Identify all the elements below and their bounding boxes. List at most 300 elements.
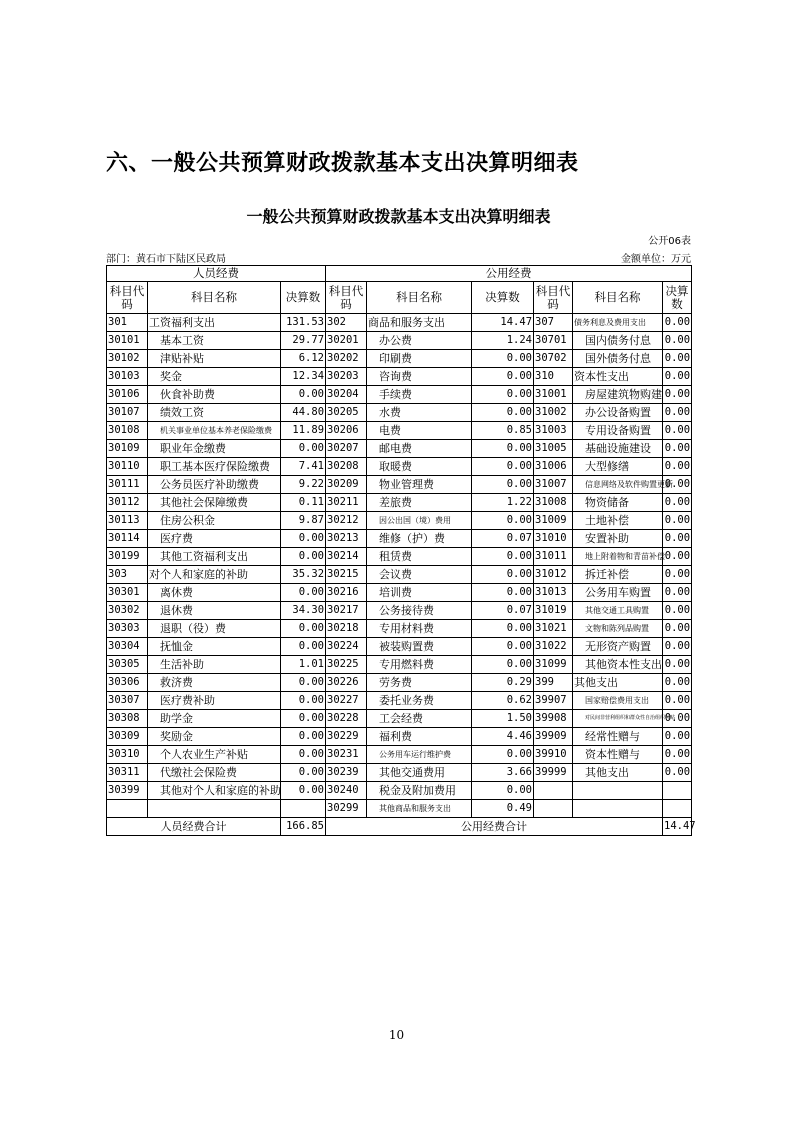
amount: 1.50 [472, 710, 534, 728]
table-row [107, 746, 692, 764]
amount: 0.00 [472, 782, 534, 800]
amount: 0.00 [663, 368, 692, 386]
form-number: 公开06表 [648, 236, 691, 247]
amount: 1.24 [472, 332, 534, 350]
amount: 0.00 [472, 566, 534, 584]
amount: 0.00 [281, 386, 326, 404]
amount: 0.00 [663, 458, 692, 476]
subject-name: 抚恤金 [148, 638, 281, 656]
table-row [107, 476, 692, 494]
public-header: 公用经费 [326, 266, 692, 282]
header-name: 科目名称 [573, 282, 663, 314]
amount: 6.12 [281, 350, 326, 368]
subject-name: 委托业务费 [367, 692, 472, 710]
subject-name: 拆迁补偿 [573, 566, 663, 584]
subject-code: 30103 [107, 368, 148, 386]
amount: 0.00 [281, 692, 326, 710]
subject-name: 奖金 [148, 368, 281, 386]
amount [281, 800, 326, 818]
amount: 0.00 [472, 476, 534, 494]
amount: 0.00 [472, 350, 534, 368]
subject-code: 30206 [326, 422, 367, 440]
header-code: 科目代码 [534, 282, 573, 314]
subject-code: 30302 [107, 602, 148, 620]
header-code: 科目代码 [107, 282, 148, 314]
personnel-total-label: 人员经费合计 [107, 818, 281, 836]
subject-name [573, 800, 663, 818]
subject-code: 30101 [107, 332, 148, 350]
subject-code: 39908 [534, 710, 573, 728]
subject-code: 30114 [107, 530, 148, 548]
header-amount: 决算数 [472, 282, 534, 314]
amount: 0.00 [663, 602, 692, 620]
amount: 0.00 [281, 638, 326, 656]
amount: 0.00 [472, 512, 534, 530]
subject-name: 会议费 [367, 566, 472, 584]
subject-code: 30201 [326, 332, 367, 350]
subject-code: 30216 [326, 584, 367, 602]
subject-name: 对民间非营利组织和群众性自治组织补贴 [573, 710, 663, 728]
amount: 0.00 [663, 764, 692, 782]
subject-name: 基础设施建设 [573, 440, 663, 458]
subject-name: 国内债务付息 [573, 332, 663, 350]
subject-name: 电费 [367, 422, 472, 440]
amount: 131.53 [281, 314, 326, 332]
subject-name: 其他支出 [573, 674, 663, 692]
subject-code: 31007 [534, 476, 573, 494]
amount: 0.00 [472, 386, 534, 404]
section-title: 六、一般公共预算财政拨款基本支出决算明细表 [106, 150, 579, 176]
subject-name: 工会经费 [367, 710, 472, 728]
table-row [107, 368, 692, 386]
subject-code: 31099 [534, 656, 573, 674]
subject-code: 30226 [326, 674, 367, 692]
subject-name: 国外债务付息 [573, 350, 663, 368]
subject-name: 职业年金缴费 [148, 440, 281, 458]
amount: 0.00 [281, 728, 326, 746]
personnel-header: 人员经费 [107, 266, 326, 282]
subject-name: 其他商品和服务支出 [367, 800, 472, 818]
table-title: 一般公共预算财政拨款基本支出决算明细表 [246, 207, 551, 226]
amount: 0.00 [663, 746, 692, 764]
subject-code: 30399 [107, 782, 148, 800]
amount: 0.00 [663, 386, 692, 404]
subject-code: 30311 [107, 764, 148, 782]
subject-name: 印刷费 [367, 350, 472, 368]
subject-name: 水费 [367, 404, 472, 422]
subject-name: 其他交通费用 [367, 764, 472, 782]
amount: 0.00 [281, 440, 326, 458]
amount: 0.00 [663, 530, 692, 548]
table-body [107, 266, 696, 836]
amount: 35.32 [281, 566, 326, 584]
subject-code: 30211 [326, 494, 367, 512]
subject-code [534, 800, 573, 818]
amount: 0.00 [281, 584, 326, 602]
header-amount: 决算数 [663, 282, 692, 314]
subject-name: 培训费 [367, 584, 472, 602]
subject-code: 30112 [107, 494, 148, 512]
amount: 0.00 [663, 692, 692, 710]
subject-code: 31005 [534, 440, 573, 458]
subject-code: 39999 [534, 764, 573, 782]
amount: 0.00 [281, 530, 326, 548]
table-row [107, 422, 692, 440]
unit-label: 金额单位：万元 [621, 254, 691, 265]
table-row [107, 512, 692, 530]
table-row [107, 638, 692, 656]
public-total-value: 14.47 [663, 818, 692, 836]
subject-name: 基本工资 [148, 332, 281, 350]
subject-code: 30228 [326, 710, 367, 728]
amount [663, 800, 692, 818]
subject-code: 31009 [534, 512, 573, 530]
subject-name: 税金及附加费用 [367, 782, 472, 800]
amount: 0.07 [472, 602, 534, 620]
subject-code: 301 [107, 314, 148, 332]
amount: 0.00 [663, 548, 692, 566]
subject-name: 医疗费 [148, 530, 281, 548]
amount: 4.46 [472, 728, 534, 746]
amount: 12.34 [281, 368, 326, 386]
subject-name: 手续费 [367, 386, 472, 404]
amount: 0.00 [663, 332, 692, 350]
subject-name: 公务接待费 [367, 602, 472, 620]
subject-name: 房屋建筑物购建 [573, 386, 663, 404]
subject-code: 31010 [534, 530, 573, 548]
amount: 0.00 [472, 746, 534, 764]
subject-code: 30225 [326, 656, 367, 674]
subject-code: 31008 [534, 494, 573, 512]
subject-code: 39910 [534, 746, 573, 764]
subject-name: 其他交通工具购置 [573, 602, 663, 620]
amount: 0.29 [472, 674, 534, 692]
budget-table [106, 265, 696, 836]
subject-code: 30213 [326, 530, 367, 548]
table-row [107, 458, 692, 476]
amount: 0.00 [472, 638, 534, 656]
subject-code: 30308 [107, 710, 148, 728]
subject-name: 办公设备购置 [573, 404, 663, 422]
subject-code: 31021 [534, 620, 573, 638]
subject-code: 39907 [534, 692, 573, 710]
subject-code: 30209 [326, 476, 367, 494]
subject-code: 39909 [534, 728, 573, 746]
subject-name: 其他对个人和家庭的补助 [148, 782, 281, 800]
subject-name: 对个人和家庭的补助 [148, 566, 281, 584]
table-row [107, 548, 692, 566]
subject-code: 30208 [326, 458, 367, 476]
subject-name: 物业管理费 [367, 476, 472, 494]
amount: 1.22 [472, 494, 534, 512]
table-row [107, 314, 692, 332]
subject-code: 30310 [107, 746, 148, 764]
personnel-total-value: 166.85 [281, 818, 326, 836]
subject-code: 30212 [326, 512, 367, 530]
subject-code: 30111 [107, 476, 148, 494]
amount: 0.00 [663, 404, 692, 422]
table-row [107, 674, 692, 692]
amount: 0.00 [281, 710, 326, 728]
amount: 1.01 [281, 656, 326, 674]
subject-name: 其他社会保障缴费 [148, 494, 281, 512]
subject-name: 地上附着物和青苗补偿 [573, 548, 663, 566]
amount: 44.80 [281, 404, 326, 422]
table-row [107, 530, 692, 548]
subject-code: 303 [107, 566, 148, 584]
subject-name: 机关事业单位基本养老保险缴费 [148, 422, 281, 440]
amount: 0.00 [472, 620, 534, 638]
subject-name: 劳务费 [367, 674, 472, 692]
subject-name: 公务用车运行维护费 [367, 746, 472, 764]
amount: 0.00 [663, 494, 692, 512]
subject-code: 30224 [326, 638, 367, 656]
subject-name: 经常性赠与 [573, 728, 663, 746]
amount: 9.22 [281, 476, 326, 494]
subject-name: 职工基本医疗保险缴费 [148, 458, 281, 476]
subject-code: 31002 [534, 404, 573, 422]
subject-name: 福利费 [367, 728, 472, 746]
table-row [107, 692, 692, 710]
subject-code: 30207 [326, 440, 367, 458]
amount: 0.00 [472, 440, 534, 458]
table-row [107, 386, 692, 404]
subject-code: 30304 [107, 638, 148, 656]
amount: 0.00 [281, 620, 326, 638]
amount: 34.30 [281, 602, 326, 620]
amount: 3.66 [472, 764, 534, 782]
subject-code: 31012 [534, 566, 573, 584]
subject-code: 307 [534, 314, 573, 332]
amount: 29.77 [281, 332, 326, 350]
subject-code: 30240 [326, 782, 367, 800]
table-row [107, 656, 692, 674]
amount: 0.00 [472, 368, 534, 386]
subject-name: 国家赔偿费用支出 [573, 692, 663, 710]
amount: 9.87 [281, 512, 326, 530]
subject-code: 31013 [534, 584, 573, 602]
subject-code [534, 782, 573, 800]
subject-name: 其他支出 [573, 764, 663, 782]
subject-code: 30215 [326, 566, 367, 584]
subject-code: 31011 [534, 548, 573, 566]
subject-code: 30205 [326, 404, 367, 422]
subject-name: 因公出国（境）费用 [367, 512, 472, 530]
subject-name: 公务员医疗补助缴费 [148, 476, 281, 494]
amount: 0.00 [281, 674, 326, 692]
subject-name: 其他资本性支出 [573, 656, 663, 674]
subject-code: 30113 [107, 512, 148, 530]
subject-name: 专用燃料费 [367, 656, 472, 674]
amount: 0.00 [663, 566, 692, 584]
subject-name: 租赁费 [367, 548, 472, 566]
subject-code: 30214 [326, 548, 367, 566]
subject-code: 302 [326, 314, 367, 332]
subject-name: 助学金 [148, 710, 281, 728]
subject-name: 公务用车购置 [573, 584, 663, 602]
subject-code: 30239 [326, 764, 367, 782]
subject-name: 信息网络及软件购置更新 [573, 476, 663, 494]
amount: 0.00 [663, 476, 692, 494]
subject-code: 30217 [326, 602, 367, 620]
header-code: 科目代码 [326, 282, 367, 314]
subject-code: 30218 [326, 620, 367, 638]
subject-code: 30299 [326, 800, 367, 818]
subject-name: 文物和陈列品购置 [573, 620, 663, 638]
table-row [107, 764, 692, 782]
header-row [107, 282, 692, 314]
amount: 0.49 [472, 800, 534, 818]
amount: 7.41 [281, 458, 326, 476]
subject-name: 住房公积金 [148, 512, 281, 530]
amount: 0.85 [472, 422, 534, 440]
subject-name: 退休费 [148, 602, 281, 620]
subject-name: 代缴社会保险费 [148, 764, 281, 782]
subject-name: 土地补偿 [573, 512, 663, 530]
amount: 0.00 [472, 458, 534, 476]
subject-code: 30227 [326, 692, 367, 710]
subject-code: 30229 [326, 728, 367, 746]
subject-name: 资本性赠与 [573, 746, 663, 764]
subject-name: 退职（役）费 [148, 620, 281, 638]
amount: 0.00 [281, 764, 326, 782]
subject-code: 31003 [534, 422, 573, 440]
subject-name: 其他工资福利支出 [148, 548, 281, 566]
subject-code: 30203 [326, 368, 367, 386]
header-name: 科目名称 [148, 282, 281, 314]
header-name: 科目名称 [367, 282, 472, 314]
subject-code: 31001 [534, 386, 573, 404]
subject-code: 30309 [107, 728, 148, 746]
subject-name: 专用材料费 [367, 620, 472, 638]
subject-code: 30301 [107, 584, 148, 602]
amount: 0.00 [663, 440, 692, 458]
subject-code: 30305 [107, 656, 148, 674]
subject-name: 个人农业生产补贴 [148, 746, 281, 764]
amount: 0.00 [663, 620, 692, 638]
amount: 0.00 [472, 584, 534, 602]
header-group-row [107, 266, 692, 282]
header-amount: 决算数 [281, 282, 326, 314]
table-row [107, 602, 692, 620]
subject-code: 30702 [534, 350, 573, 368]
subject-name: 伙食补助费 [148, 386, 281, 404]
amount: 11.89 [281, 422, 326, 440]
subject-code: 30306 [107, 674, 148, 692]
table-row [107, 332, 692, 350]
table-row [107, 782, 692, 800]
subject-code: 31022 [534, 638, 573, 656]
subject-name: 医疗费补助 [148, 692, 281, 710]
table-row [107, 620, 692, 638]
amount: 14.47 [472, 314, 534, 332]
subject-name: 商品和服务支出 [367, 314, 472, 332]
subject-name: 差旅费 [367, 494, 472, 512]
subject-name: 物资储备 [573, 494, 663, 512]
amount: 0.00 [472, 656, 534, 674]
amount: 0.00 [663, 584, 692, 602]
subject-name: 奖励金 [148, 728, 281, 746]
subject-name: 债务利息及费用支出 [573, 314, 663, 332]
table-row [107, 584, 692, 602]
table-row [107, 494, 692, 512]
subject-code: 30110 [107, 458, 148, 476]
table-row [107, 350, 692, 368]
subject-name: 救济费 [148, 674, 281, 692]
amount: 0.00 [663, 728, 692, 746]
subject-code: 31006 [534, 458, 573, 476]
subject-name: 维修（护）费 [367, 530, 472, 548]
amount: 0.00 [472, 404, 534, 422]
subject-code: 30106 [107, 386, 148, 404]
amount: 0.00 [663, 710, 692, 728]
subject-name: 绩效工资 [148, 404, 281, 422]
amount: 0.07 [472, 530, 534, 548]
totals-row [107, 818, 692, 836]
table-row [107, 566, 692, 584]
subject-code: 30202 [326, 350, 367, 368]
subject-name [573, 782, 663, 800]
table-row [107, 728, 692, 746]
subject-code: 30307 [107, 692, 148, 710]
subject-code: 30204 [326, 386, 367, 404]
subject-code: 30102 [107, 350, 148, 368]
amount: 0.11 [281, 494, 326, 512]
amount: 0.00 [281, 746, 326, 764]
subject-code [107, 800, 148, 818]
subject-code: 399 [534, 674, 573, 692]
subject-name: 无形资产购置 [573, 638, 663, 656]
subject-code: 31019 [534, 602, 573, 620]
subject-code: 30231 [326, 746, 367, 764]
page-number: 10 [388, 1028, 405, 1042]
subject-code: 30109 [107, 440, 148, 458]
table-row [107, 404, 692, 422]
subject-name [148, 800, 281, 818]
subject-name: 资本性支出 [573, 368, 663, 386]
amount: 0.00 [281, 548, 326, 566]
subject-name: 取暖费 [367, 458, 472, 476]
amount: 0.00 [663, 422, 692, 440]
subject-code: 30199 [107, 548, 148, 566]
subject-code: 30108 [107, 422, 148, 440]
subject-code: 30303 [107, 620, 148, 638]
subject-code: 310 [534, 368, 573, 386]
amount: 0.00 [472, 548, 534, 566]
subject-name: 津贴补贴 [148, 350, 281, 368]
subject-code: 30701 [534, 332, 573, 350]
amount: 0.00 [663, 512, 692, 530]
subject-name: 邮电费 [367, 440, 472, 458]
amount: 0.00 [663, 674, 692, 692]
subject-name: 大型修缮 [573, 458, 663, 476]
subject-name: 被装购置费 [367, 638, 472, 656]
table-row [107, 710, 692, 728]
subject-name: 离休费 [148, 584, 281, 602]
subject-name: 专用设备购置 [573, 422, 663, 440]
subject-name: 安置补助 [573, 530, 663, 548]
table-row [107, 800, 692, 818]
subject-code: 30107 [107, 404, 148, 422]
subject-name: 咨询费 [367, 368, 472, 386]
table-row [107, 440, 692, 458]
amount: 0.00 [281, 782, 326, 800]
amount: 0.00 [663, 656, 692, 674]
subject-name: 工资福利支出 [148, 314, 281, 332]
amount: 0.00 [663, 314, 692, 332]
public-total-label: 公用经费合计 [326, 818, 663, 836]
amount: 0.00 [663, 350, 692, 368]
